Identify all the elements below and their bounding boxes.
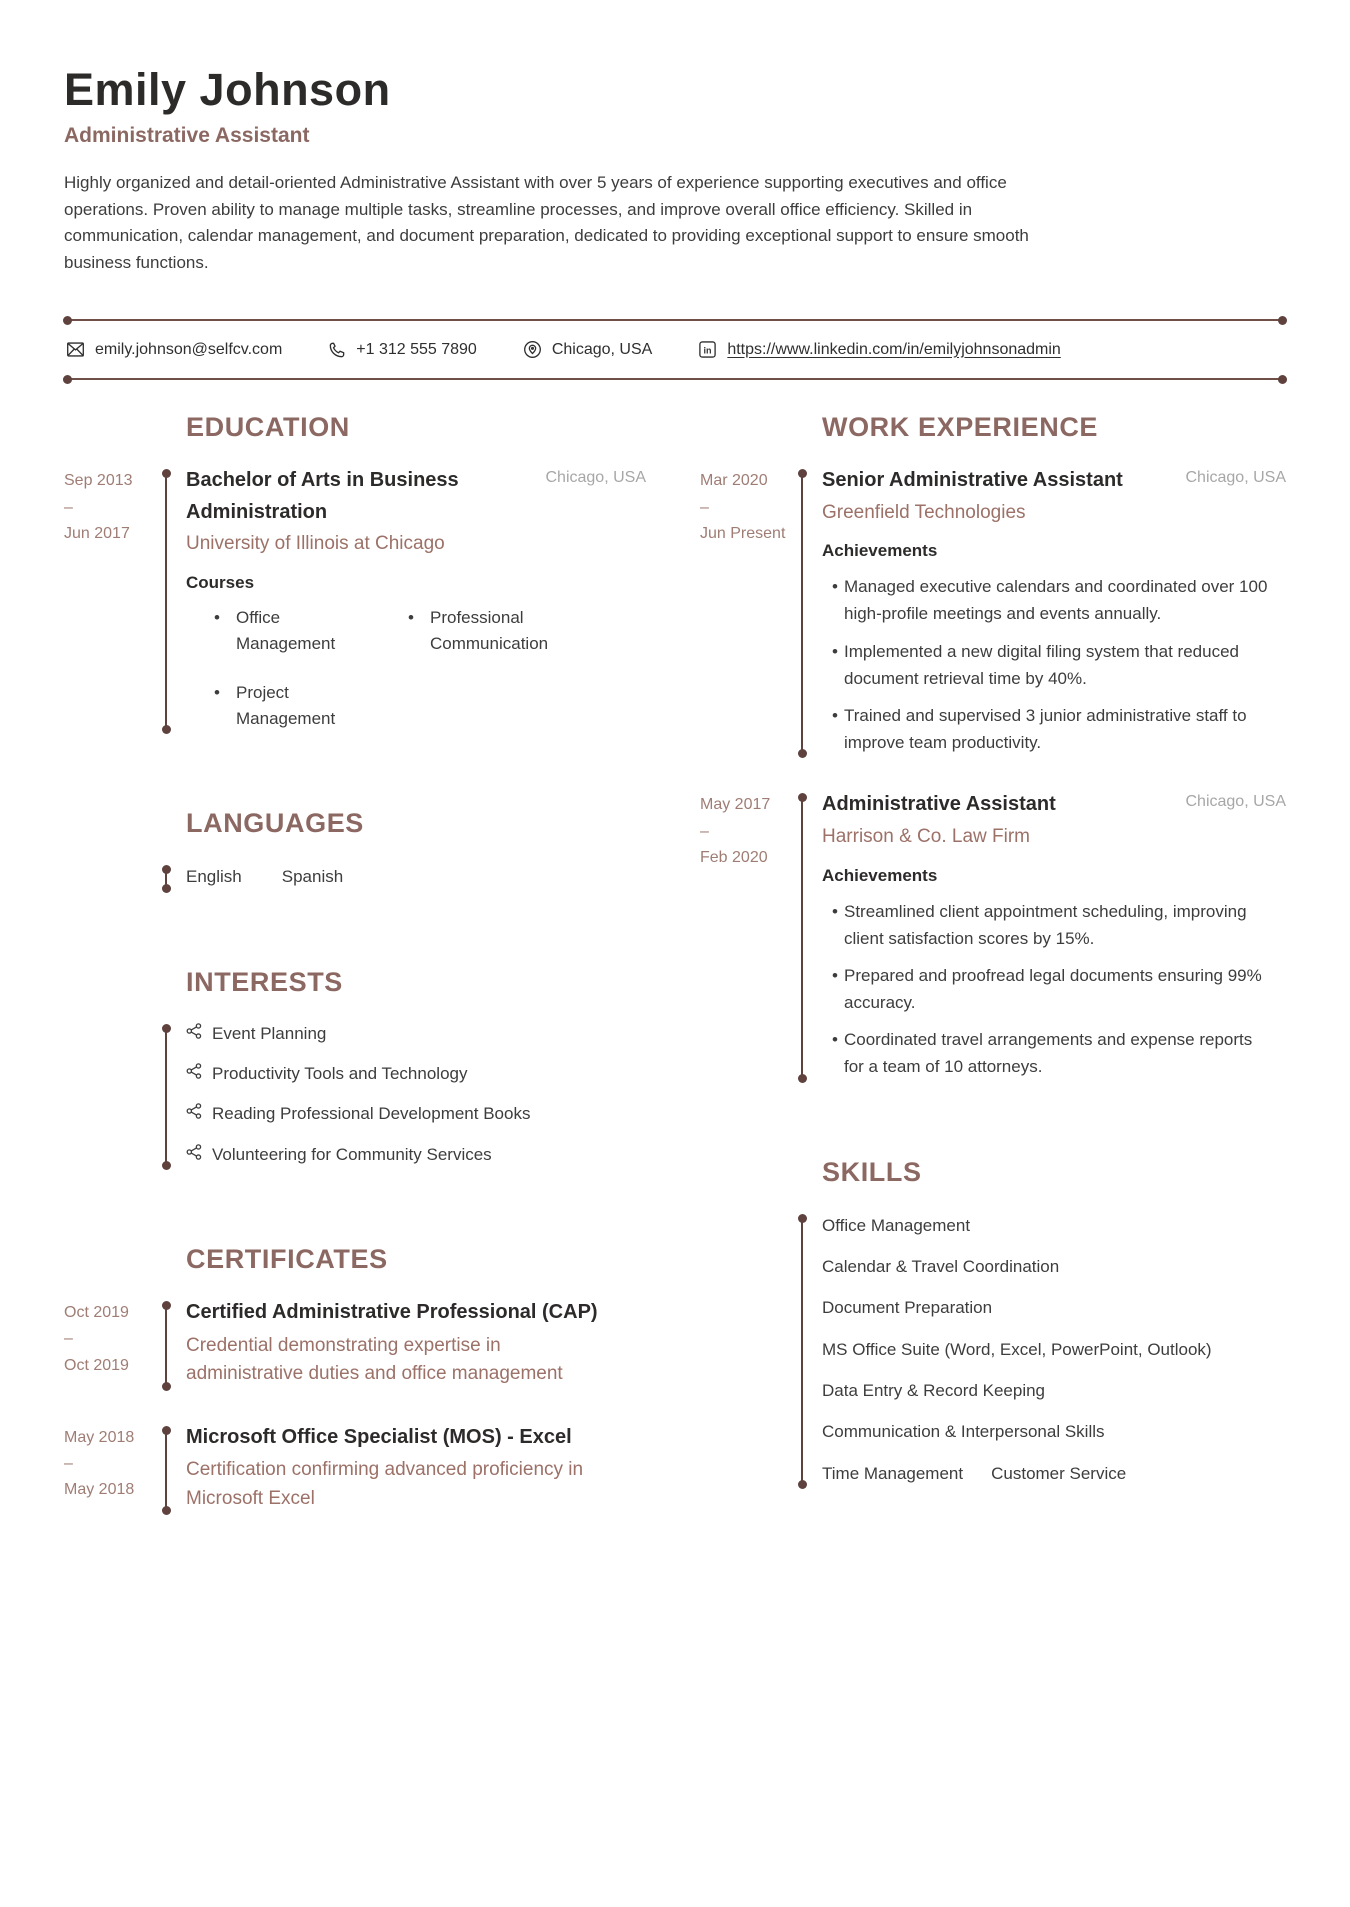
school-name: University of Illinois at Chicago bbox=[186, 533, 445, 555]
entry-dates-empty bbox=[64, 861, 150, 890]
section-heading-languages: LANGUAGES bbox=[186, 808, 364, 839]
skill-row bbox=[822, 1378, 1286, 1404]
entry-location: Chicago, USA bbox=[545, 469, 646, 487]
date-dash: – bbox=[64, 1330, 73, 1348]
skill-item: Calendar & Travel Coordination bbox=[822, 1256, 1060, 1276]
date-dash: – bbox=[700, 498, 709, 516]
languages-list bbox=[186, 861, 646, 890]
date-dash: – bbox=[700, 822, 709, 840]
courses-list bbox=[186, 605, 646, 732]
language-item: Spanish bbox=[281, 867, 344, 887]
entry-content bbox=[822, 465, 1286, 756]
education-section bbox=[64, 412, 646, 732]
contact-phone bbox=[328, 341, 477, 359]
company-name: Greenfield Technologies bbox=[822, 501, 1026, 523]
certificate-description: Certification confirming advanced proficiency in Microsoft Excel bbox=[186, 1459, 584, 1509]
date-dash: – bbox=[64, 498, 73, 516]
section-heading-certificates: CERTIFICATES bbox=[186, 1243, 388, 1274]
profile-summary: Highly organized and detail-oriented Administrative Assistant with over 5 years of experience supporting executives and office operations. Proven ability to manage multiple tasks, streamline processes, and improve overall office efficiency. Skilled in communication, calendar management, and document preparation, dedicated to providing exceptional support to ensure smooth business functions. bbox=[64, 172, 1029, 273]
skill-item: Data Entry & Record Keeping bbox=[822, 1381, 1046, 1400]
skill-row bbox=[822, 1337, 1286, 1363]
bullet-dot: • bbox=[832, 577, 838, 597]
contact-location bbox=[523, 340, 653, 359]
skill-item: Customer Service bbox=[991, 1463, 1127, 1483]
timeline bbox=[150, 1020, 186, 1168]
education-entry bbox=[64, 465, 646, 732]
date-end: Feb 2020 bbox=[700, 849, 768, 867]
share-network-icon bbox=[186, 1101, 202, 1127]
section-heading-work: WORK EXPERIENCE bbox=[822, 412, 1099, 443]
certificate-entry bbox=[64, 1422, 646, 1514]
timeline bbox=[786, 1210, 822, 1487]
work-experience-section bbox=[700, 412, 1286, 1080]
location-pin-icon bbox=[523, 340, 542, 359]
date-end: Jun Present bbox=[700, 524, 786, 542]
achievements-list bbox=[822, 898, 1286, 1081]
timeline bbox=[150, 1297, 186, 1389]
email-text: emily.johnson@selfcv.com bbox=[95, 340, 283, 358]
resume-body bbox=[64, 412, 1286, 1513]
location-text: Chicago, USA bbox=[551, 340, 653, 358]
share-network-icon bbox=[186, 1142, 202, 1168]
share-network-icon bbox=[186, 1061, 202, 1087]
date-start: Mar 2020 bbox=[700, 472, 768, 490]
entry-dates bbox=[64, 1297, 150, 1389]
job-position-title: Senior Administrative Assistant bbox=[822, 469, 1123, 492]
timeline bbox=[786, 465, 822, 756]
date-end: May 2018 bbox=[64, 1481, 135, 1499]
timeline bbox=[786, 789, 822, 1080]
contact-bar bbox=[64, 319, 1286, 380]
interest-item: Event Planning bbox=[186, 1021, 646, 1047]
resume-header bbox=[64, 64, 1286, 277]
bullet-dot: • bbox=[408, 607, 414, 627]
interests-section bbox=[64, 967, 646, 1168]
skills-list bbox=[822, 1210, 1286, 1487]
bullet-dot: • bbox=[832, 901, 838, 921]
skill-item: Communication & Interpersonal Skills bbox=[822, 1422, 1105, 1442]
degree-title: Bachelor of Arts in Business Administration bbox=[186, 469, 459, 523]
certificate-description: Credential demonstrating expertise in administrative duties and office management bbox=[186, 1334, 563, 1385]
contact-email bbox=[66, 340, 282, 359]
achievements-label: Achievements bbox=[822, 541, 938, 561]
achievement-item: • Managed executive calendars and coordinated over 100 high-profile meetings and events annually. bbox=[822, 573, 1286, 627]
left-column bbox=[64, 412, 646, 1513]
interest-item: Productivity Tools and Technology bbox=[186, 1061, 646, 1087]
bullet-dot: • bbox=[832, 1030, 838, 1050]
interest-item: Volunteering for Community Services bbox=[186, 1142, 646, 1168]
timeline bbox=[150, 465, 186, 732]
entry-dates bbox=[64, 1422, 150, 1514]
date-end: Oct 2019 bbox=[64, 1356, 129, 1374]
course-item: • Office Management bbox=[214, 605, 382, 658]
work-entry bbox=[700, 789, 1286, 1080]
linkedin-link[interactable]: https://www.linkedin.com/in/emilyjohnsonadmin bbox=[727, 340, 1061, 358]
entry-content bbox=[186, 1422, 646, 1514]
skill-item: Document Preparation bbox=[822, 1298, 993, 1318]
bullet-dot: • bbox=[832, 965, 838, 985]
skill-row bbox=[822, 1295, 1286, 1321]
entry-dates bbox=[700, 789, 786, 1080]
skill-row bbox=[822, 1254, 1286, 1280]
bottom-divider bbox=[64, 378, 1286, 380]
date-start: May 2018 bbox=[64, 1428, 135, 1446]
entry-location: Chicago, USA bbox=[1185, 469, 1286, 487]
timeline bbox=[150, 1422, 186, 1514]
achievement-item: • Implemented a new digital filing system that reduced document retrieval time by 40%. bbox=[822, 638, 1286, 692]
achievement-item: • Trained and supervised 3 junior administrative staff to improve team productivity. bbox=[822, 702, 1286, 756]
job-title: Administrative Assistant bbox=[64, 123, 310, 147]
certificate-entry bbox=[64, 1297, 646, 1389]
course-item: • Project Management bbox=[214, 680, 382, 733]
entry-content bbox=[186, 1297, 646, 1389]
date-dash: – bbox=[64, 1454, 73, 1472]
bullet-dot: • bbox=[214, 607, 220, 627]
entry-dates-empty bbox=[64, 1020, 150, 1168]
skill-item: Office Management bbox=[822, 1215, 971, 1235]
contact-row bbox=[64, 321, 1286, 378]
interests-list bbox=[186, 1020, 646, 1168]
bullet-dot: • bbox=[832, 706, 838, 726]
courses-label: Courses bbox=[186, 572, 255, 592]
date-start: Sep 2013 bbox=[64, 472, 133, 490]
skills-section bbox=[700, 1157, 1286, 1487]
languages-section bbox=[64, 808, 646, 890]
certificate-title: Microsoft Office Specialist (MOS) - Excel bbox=[186, 1425, 572, 1448]
skill-item: Time Management bbox=[822, 1463, 964, 1483]
contact-linkedin bbox=[698, 340, 1060, 359]
date-end: Jun 2017 bbox=[64, 524, 130, 542]
skill-item: MS Office Suite (Word, Excel, PowerPoint, Outlook) bbox=[822, 1339, 1212, 1359]
achievement-item: • Coordinated travel arrangements and expense reports for a team of 10 attorneys. bbox=[822, 1026, 1286, 1080]
person-name: Emily Johnson bbox=[64, 64, 391, 115]
entry-location: Chicago, USA bbox=[1185, 793, 1286, 811]
phone-icon bbox=[328, 341, 346, 359]
skill-row bbox=[822, 1419, 1286, 1445]
bullet-dot: • bbox=[214, 682, 220, 702]
achievements-label: Achievements bbox=[822, 865, 938, 885]
achievement-item: • Streamlined client appointment scheduling, improving client satisfaction scores by 15%. bbox=[822, 898, 1286, 952]
skill-row bbox=[822, 1461, 1286, 1487]
phone-text: +1 312 555 7890 bbox=[356, 340, 477, 358]
interests-entry bbox=[64, 1020, 646, 1168]
entry-dates bbox=[64, 465, 150, 732]
section-heading-skills: SKILLS bbox=[822, 1156, 922, 1187]
skill-row bbox=[822, 1213, 1286, 1239]
certificates-section bbox=[64, 1244, 646, 1513]
envelope-icon bbox=[66, 340, 85, 359]
job-position-title: Administrative Assistant bbox=[822, 793, 1056, 816]
company-name: Harrison & Co. Law Firm bbox=[822, 826, 1030, 847]
entry-dates-empty bbox=[700, 1210, 786, 1487]
languages-entry bbox=[64, 861, 646, 890]
language-item: English bbox=[186, 867, 242, 887]
linkedin-icon bbox=[698, 340, 717, 359]
skills-entry bbox=[700, 1210, 1286, 1487]
section-heading-interests: INTERESTS bbox=[186, 966, 343, 997]
achievements-list bbox=[822, 573, 1286, 756]
certificate-title: Certified Administrative Professional (CAP) bbox=[186, 1300, 598, 1323]
date-start: Oct 2019 bbox=[64, 1303, 129, 1321]
right-column bbox=[700, 412, 1286, 1513]
entry-content bbox=[822, 789, 1286, 1080]
date-start: May 2017 bbox=[700, 796, 771, 814]
entry-dates bbox=[700, 465, 786, 756]
share-network-icon bbox=[186, 1021, 202, 1047]
entry-content bbox=[186, 465, 646, 732]
top-divider bbox=[64, 319, 1286, 321]
section-heading-education: EDUCATION bbox=[186, 412, 350, 443]
bullet-dot: • bbox=[832, 641, 838, 661]
achievement-item: • Prepared and proofread legal documents ensuring 99% accuracy. bbox=[822, 962, 1286, 1016]
work-entry bbox=[700, 465, 1286, 756]
svg-text:in: in bbox=[703, 345, 712, 356]
timeline bbox=[150, 861, 186, 890]
course-item: • Professional Communication bbox=[408, 605, 576, 658]
interest-item: Reading Professional Development Books bbox=[186, 1101, 646, 1127]
